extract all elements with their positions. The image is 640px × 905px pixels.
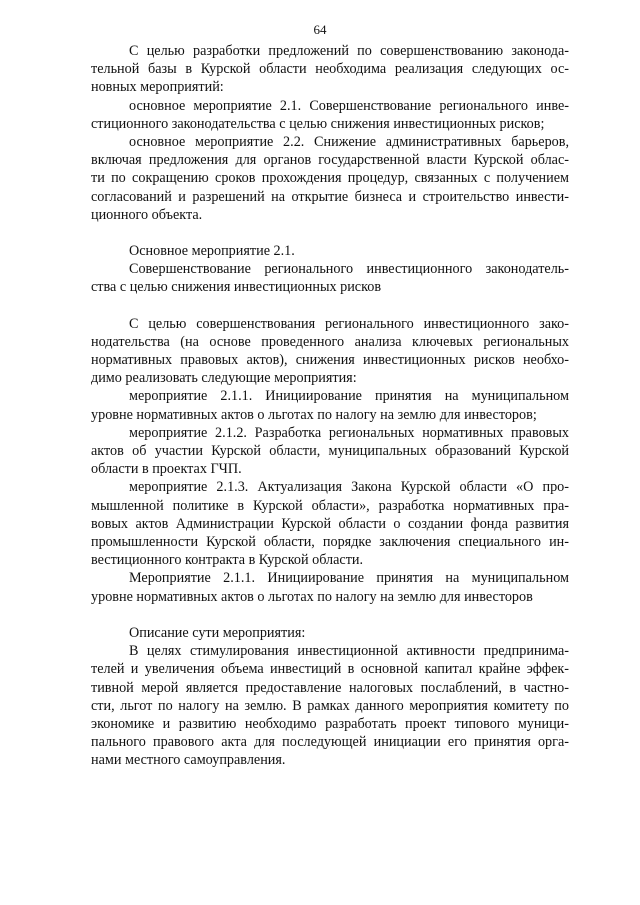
text-line: пального правового акта для последующей инициации его принятия орга- <box>91 734 569 751</box>
text-line: ти по сокращению сроков прохождения процедур, связанных с получением <box>91 170 569 187</box>
text-line: мероприятие 2.1.2. Разработка региональных нормативных правовых <box>129 424 569 441</box>
paragraph <box>91 642 569 769</box>
text-line: мероприятие 2.1.1. Инициирование принятия на муниципальном <box>129 388 569 405</box>
text-line: включая предложения для органов государственной власти Курской облас- <box>91 152 569 169</box>
text-line: уровне нормативных актов о льготах по налогу на землю для инвесторов; <box>91 406 537 423</box>
paragraph-gap <box>91 606 569 624</box>
paragraph <box>91 260 569 296</box>
page-number: 64 <box>313 22 327 37</box>
text-line: Мероприятие 2.1.1. Инициирование принятия на муниципальном <box>129 570 569 587</box>
text-line: новных мероприятий: <box>91 79 224 96</box>
text-line: В целях стимулирования инвестиционной активности предпринима- <box>129 643 569 660</box>
paragraph <box>91 569 569 605</box>
text-line: сти, льгот по налогу на землю. В рамках данного мероприятия комитету по <box>91 697 569 714</box>
paragraph <box>91 387 569 423</box>
text-line: нами местного самоуправления. <box>91 752 286 769</box>
paragraph <box>91 97 569 133</box>
text-line: тельной базы в Курской области необходима реализация следующих ос- <box>91 61 569 78</box>
paragraph <box>91 315 569 388</box>
text-line: ства с целью снижения инвестиционных рисков <box>91 279 382 296</box>
text-line: стиционного законодательства с целью снижения инвестиционных рисков; <box>91 115 545 132</box>
text-line: согласований и разрешений на открытие бизнеса и строительство инвести- <box>91 188 569 205</box>
text-line: Совершенствование регионального инвестиционного законодатель- <box>129 261 569 278</box>
paragraph <box>91 133 569 224</box>
text-line: ционного объекта. <box>91 206 203 223</box>
text-line: нодательства (на основе проведенного анализа ключевых региональных <box>91 333 569 350</box>
text-line: основное мероприятие 2.2. Снижение административных барьеров, <box>129 134 569 151</box>
text-line: актов об участии Курской области, муниципальных образований Курской <box>91 443 569 460</box>
text-line: тивной мерой является предоставление налоговых послаблений, в частно- <box>91 679 569 696</box>
text-line: вестиционного контракта в Курской области. <box>91 552 364 569</box>
paragraph-gap <box>91 224 569 242</box>
paragraph <box>91 478 569 569</box>
text-line: димо реализовать следующие мероприятия: <box>91 370 357 387</box>
text-line: области в проектах ГЧП. <box>91 461 242 478</box>
text-line: промышленности Курской области, порядке заключения специального ин- <box>91 534 569 551</box>
paragraph <box>91 424 569 479</box>
text-line: мышленной политике в Курской области», разработка нормативных пра- <box>91 497 569 514</box>
text-line: экономике и развитию необходимо разработать проект типового муници- <box>91 715 569 732</box>
text-line: С целью совершенствования регионального инвестиционного зако- <box>129 315 569 332</box>
text-line: вовых актов Администрации Курской области о создании фонда развития <box>91 515 569 532</box>
text-line: С целью разработки предложений по совершенствованию законода- <box>129 43 569 59</box>
paragraph-gap <box>91 297 569 315</box>
text-line: основное мероприятие 2.1. Совершенствование регионального инве- <box>129 97 569 114</box>
paragraph <box>91 42 569 97</box>
text-line: Описание сути мероприятия: <box>129 624 306 641</box>
text-line: нормативных правовых актов), снижения инвестиционных рисков необхо- <box>91 352 569 369</box>
text-line: мероприятие 2.1.3. Актуализация Закона Курской области «О про- <box>129 479 569 496</box>
text-line: уровне нормативных актов о льготах по налогу на землю для инвесторов <box>91 588 533 605</box>
text-line: Основное мероприятие 2.1. <box>129 243 295 260</box>
paragraph <box>91 242 569 260</box>
document-body <box>91 42 569 770</box>
paragraph <box>91 624 569 642</box>
text-line: телей и увеличения объема инвестиций в основной капитал крайне эффек- <box>91 661 569 678</box>
